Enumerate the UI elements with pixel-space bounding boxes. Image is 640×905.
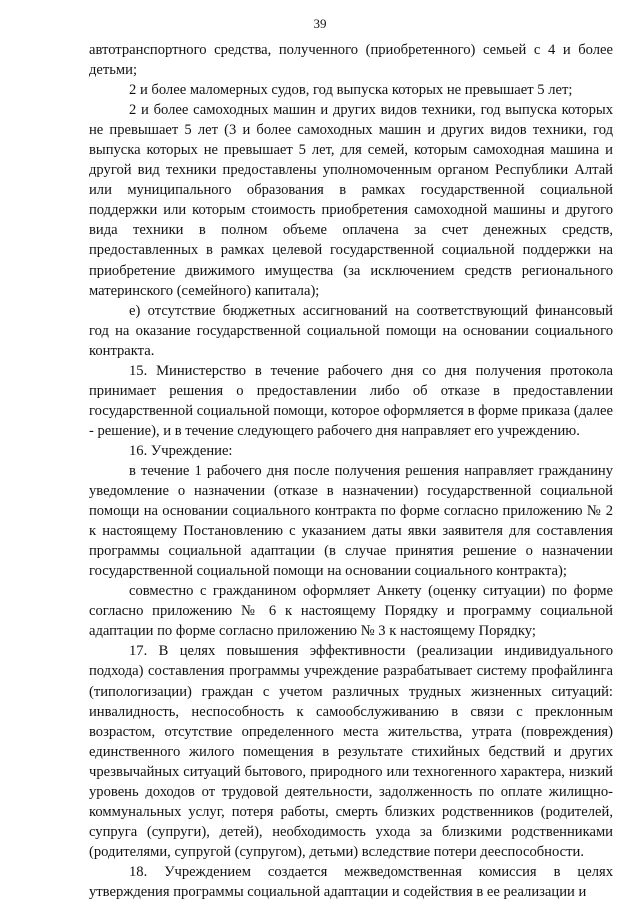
paragraph-item-18: 18. Учреждением создается межведомственная комиссия в целях утверждения программы социальной адаптации и содействия в ее реализации и: [89, 863, 613, 900]
paragraph-budget-allocations: е) отсутствие бюджетных ассигнований на соответствующий финансовый год на оказание государственной социальной помощи на основании социального контракта.: [89, 302, 613, 359]
paragraph-item-16-heading: 16. Учреждение:: [129, 442, 233, 459]
paragraph-vehicle-continuation: автотранспортного средства, полученного (приобретенного) семьей с 4 и более детьми;: [89, 42, 613, 79]
paragraph-questionnaire: совместно с гражданином оформляет Анкету (оценку ситуации) по форме согласно приложению № 6 к настоящему Порядку и программу социальной адаптации по форме согласно приложению № 3 к настоящему Порядку;: [89, 583, 613, 640]
paragraph-item-15: 15. Министерство в течение рабочего дня со дня получения протокола принимает решения о предоставлении либо об отказе в предоставлении государственной социальной помощи, которое оформляется в форме приказа (далее - решение), и в течение следующего рабочего дня направляет его учреждению.: [89, 362, 613, 439]
document-body: [89, 40, 613, 902]
paragraph-notification: в течение 1 рабочего дня после получения решения направляет гражданину уведомление о назначении (отказе в назначении) государственной социальной помощи на основании социального контракта по форме согласно приложению № 2 к настоящему Постановлению с указанием даты явки заявителя для составления программы социальной адаптации (в случае принятия решение о назначении государственной социальной помощи на основании социального контракта);: [89, 462, 613, 580]
paragraph-item-17: 17. В целях повышения эффективности (реализации индивидуального подхода) составления программы учреждение разрабатывает систему профайлинга (типологизации) граждан с учетом различных трудных жизненных ситуаций: инвалидность, неспособность к самообслуживанию в связи с преклонным возрастом, отсутствие определенного места жительства, утрата (повреждения) единственного жилого помещения в результате стихийных бедствий и других чрезвычайных ситуаций бытового, природного или техногенного характера, низкий уровень доходов от трудовой деятельности, задолженность по оплате жилищно-коммунальных услуг, потеря работы, смерть близких родственников (родителей, супруга (супруги), детей), необходимость ухода за близкими родственниками (родителями, супругой (супругом), детьми) вследствие потери дееспособности.: [89, 643, 613, 860]
paragraph-self-propelled-machines: 2 и более самоходных машин и других видов техники, год выпуска которых не превышает 5 лет (3 и более самоходных машин и других видов техники, год выпуска которых не превышает 5 лет, для семей, которым самоходная машина и другой вид техники предоставлены уполномоченным органом Республики Алтай или муниципального образования в рамках государственной социальной поддержки или которым стоимость приобретения самоходной машины и другого вида техники в полном объеме оплачена за счет денежных средств, предоставленных в рамках целевой государственной социальной поддержки на приобретение движимого имущества (за исключением средств регионального материнского (семейного) капитала);: [89, 102, 613, 299]
paragraph-small-vessels: 2 и более маломерных судов, год выпуска которых не превышает 5 лет;: [129, 82, 573, 99]
page-number: 39: [313, 16, 327, 31]
